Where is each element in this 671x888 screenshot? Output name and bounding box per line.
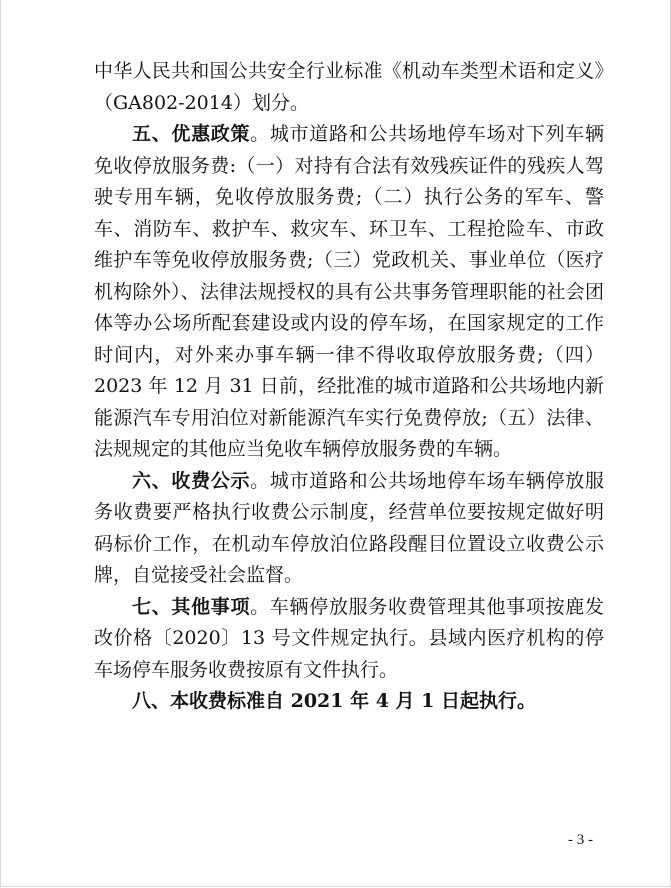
paragraph-text: 。车辆停放服务收费管理其他事项按鹿发改价格〔2020〕13 号文件规定执行。县域内医疗机构的停车场停车服务收费按原有文件执行。 [94,595,604,681]
paragraph-text: 。城市道路和公共场地停车场车辆停放服务收费要严格执行收费公示制度，经营单位要按规定做好明码标价工作，在机动车停放泊位路段醒目位置设立收费公示牌，自觉接受社会监督。 [94,469,604,586]
paragraph-heading: 六、收费公示 [132,469,251,492]
paragraph-standard-reference [94,56,604,119]
document-body [94,56,604,718]
paragraph-other-matters [94,592,604,687]
paragraph-heading: 七、其他事项 [132,595,251,618]
paragraph-fee-publicity [94,466,604,592]
paragraph-text: 中华人民共和国公共安全行业标准《机动车类型术语和定义》（GA802-2014）划分。 [94,60,604,114]
paragraph-preferential-policy [94,119,604,466]
paragraph-heading: 五、优惠政策 [132,123,251,145]
paragraph-effective-date [94,686,604,718]
paragraph-text: 。城市道路和公共场地停车场对下列车辆免收停放服务费:（一）对持有合法有效残疾证件的残疾人驾驶专用车辆，免收停放服务费;（二）执行公务的军车、警车、消防车、救护车、救灾车、环卫车、工程抢险车、市政维护车等免收停放服务费;（三）党政机关、事业单位（医疗机构除外）、法律法规授权的具有公共事务管理职能的社会团体等办公场所配套建设或内设的停车场，在国家规定的工作时间内，对外来办事车辆一律不得收取停放服务费;（四）2023 年 12 月 31 日前，经批准的城市道路和公共场地内新能源汽车专用泊位对新能源汽车实行免费停放;（五）法律、法规规定的其他应当免收车辆停放服务费的车辆。 [94,123,604,460]
paragraph-heading: 八、本收费标准自 2021 年 4 月 1 日起执行。 [132,690,537,712]
page-number: - 3 - [568,832,593,848]
